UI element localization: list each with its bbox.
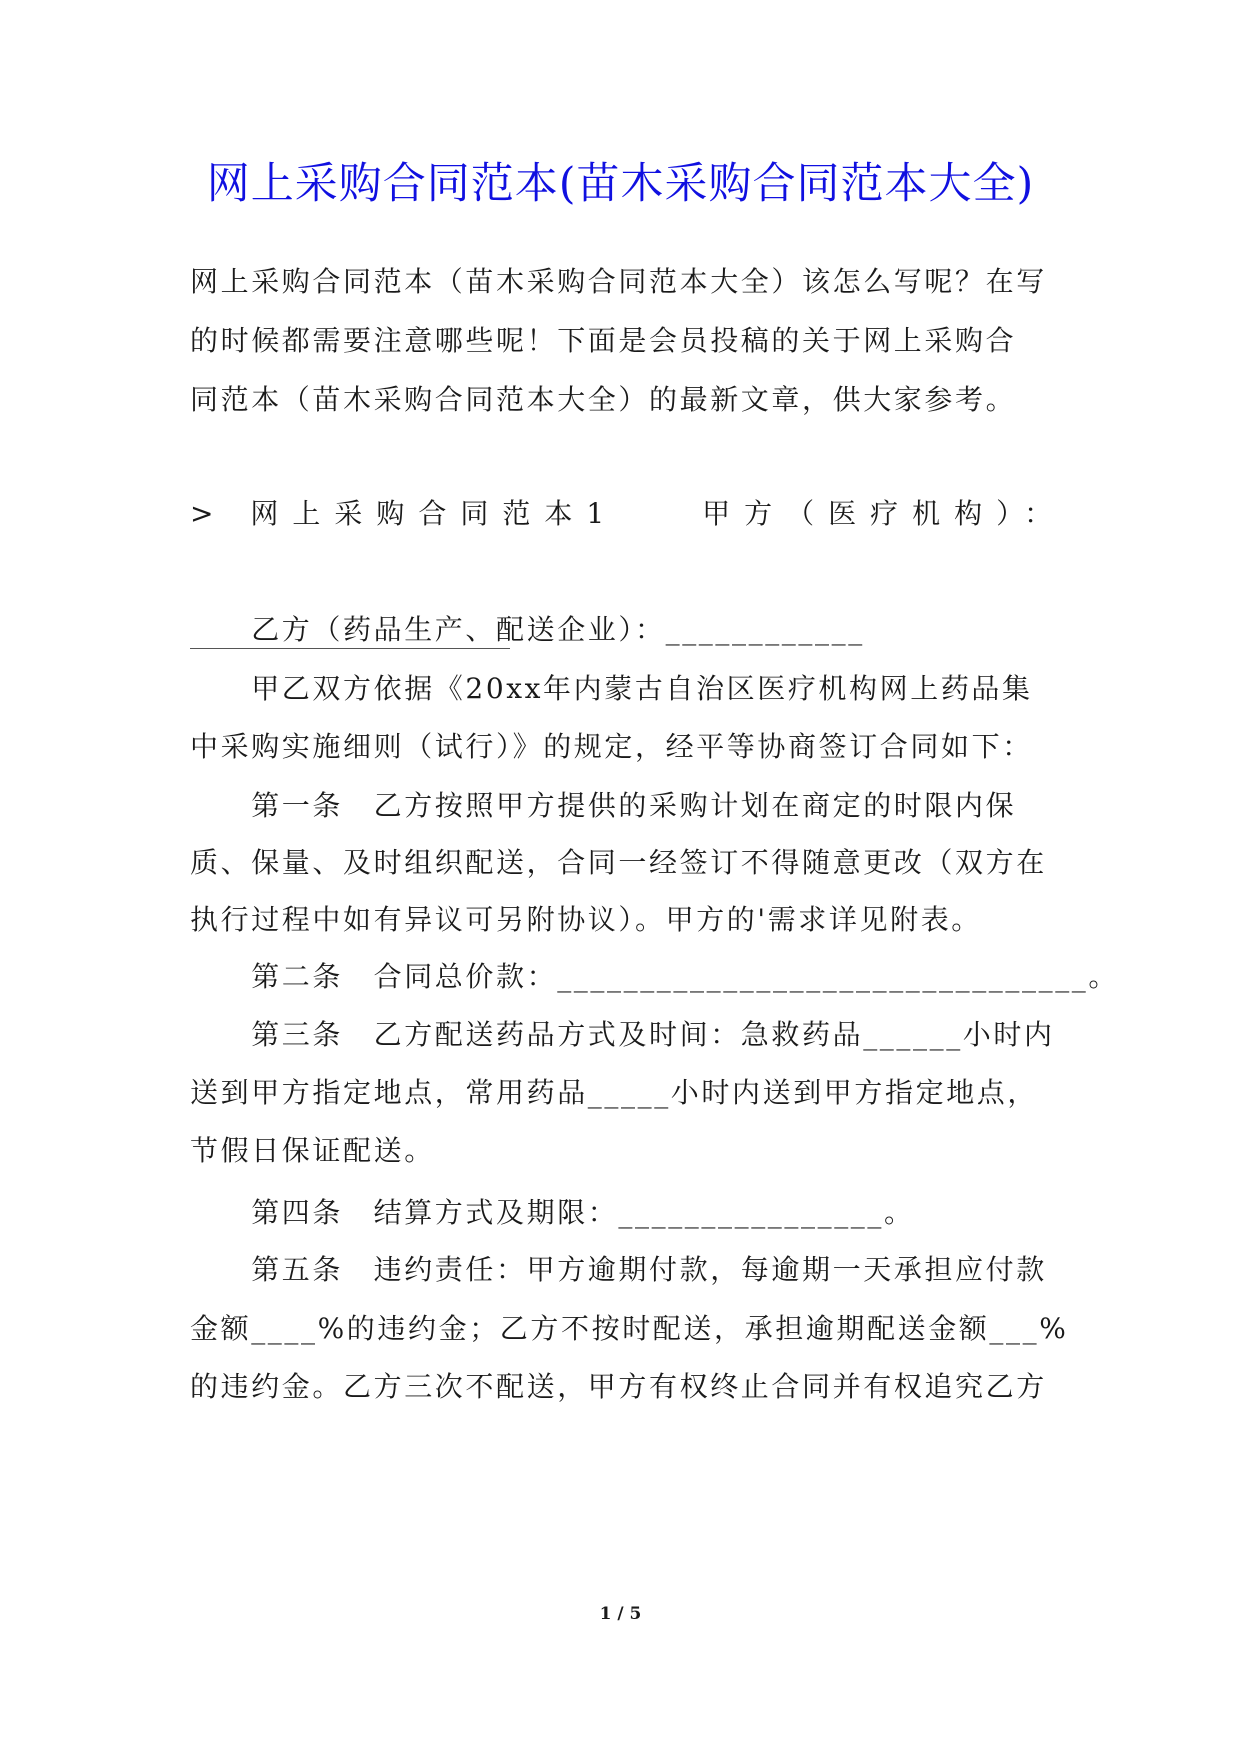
body-line-1: 乙方（药品生产、配送企业）：____________ <box>190 613 865 646</box>
body-line-14: 的违约金。乙方三次不配送，甲方有权终止合同并有权追究乙方 <box>190 1370 1047 1403</box>
body-line-5: 质、保量、及时组织配送，合同一经签订不得随意更改（双方在 <box>190 846 1047 879</box>
document-title: 网上采购合同范本(苗木采购合同范本大全) <box>206 159 1035 209</box>
body-line-2: 甲乙双方依据《20xx年内蒙古自治区医疗机构网上药品集 <box>190 672 1033 705</box>
page-number: 1 / 5 <box>599 1604 642 1624</box>
body-line-13: 金额____%的违约金；乙方不按时配送，承担逾期配送金额___% <box>190 1312 1069 1345</box>
body-line-11: 第四条 结算方式及期限：________________。 <box>190 1196 915 1229</box>
intro-line-2: 的时候都需要注意哪些呢！下面是会员投稿的关于网上采购合 <box>190 324 1017 357</box>
section-heading: > 网上采购合同范本1 甲方（医疗机构）： <box>190 497 1067 530</box>
body-line-3: 中采购实施细则（试行）》的规定，经平等协商签订合同如下： <box>190 730 1033 763</box>
body-line-8: 第三条 乙方配送药品方式及时间：急救药品______小时内 <box>190 1018 1055 1051</box>
intro-line-3: 同范本（苗木采购合同范本大全）的最新文章，供大家参考。 <box>190 383 1017 416</box>
intro-line-1: 网上采购合同范本（苗木采购合同范本大全）该怎么写呢？在写 <box>190 265 1047 298</box>
body-line-4: 第一条 乙方按照甲方提供的采购计划在商定的时限内保 <box>190 789 1017 822</box>
body-line-6: 执行过程中如有异议可另附协议）。甲方的'需求详见附表。 <box>190 903 982 936</box>
body-line-10: 节假日保证配送。 <box>190 1134 435 1167</box>
body-line-9: 送到甲方指定地点，常用药品_____小时内送到甲方指定地点， <box>190 1076 1039 1109</box>
body-line-7: 第二条 合同总价款：________________________________。 <box>190 960 1120 993</box>
body-line-12: 第五条 违约责任：甲方逾期付款，每逾期一天承担应付款 <box>190 1253 1047 1286</box>
